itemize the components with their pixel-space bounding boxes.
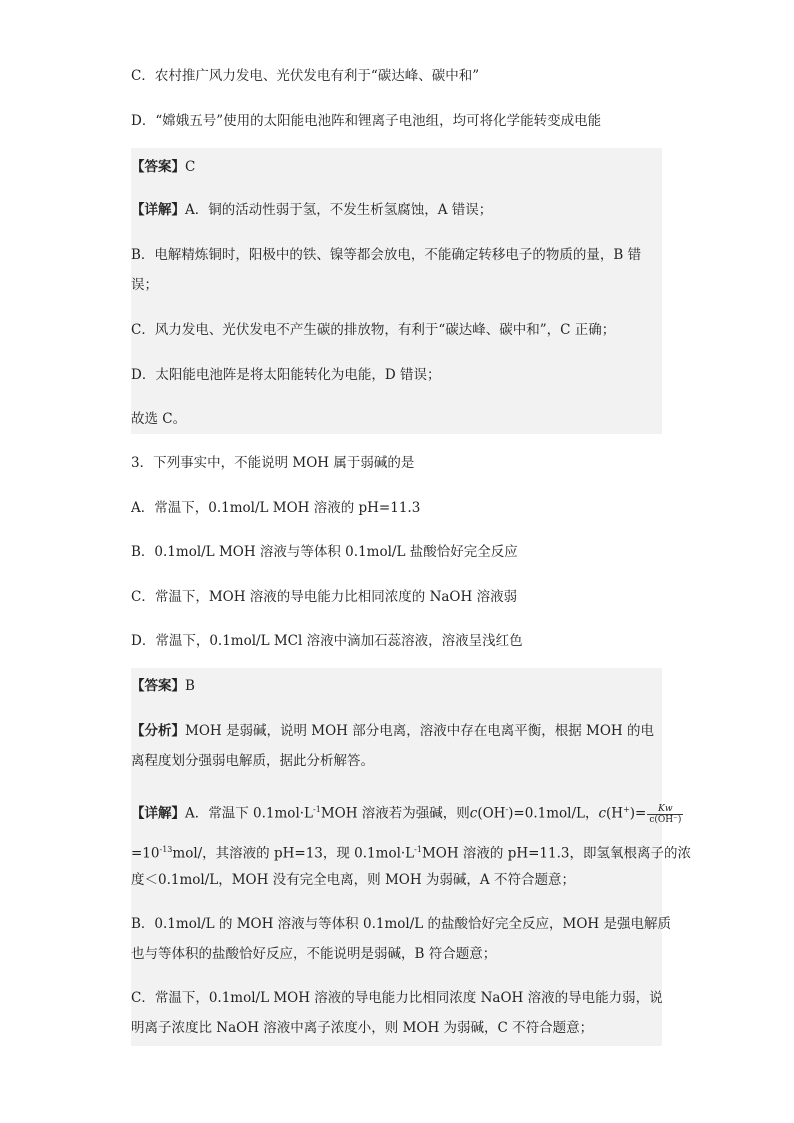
answer-value: C (185, 159, 196, 175)
detail-line-d: D．太阳能电池阵是将太阳能转化为电能，D 错误； (131, 367, 441, 383)
detail-line-c: C．风力发电、光伏发电不产生碳的排放物，有利于“碳达峰、碳中和”，C 正确； (131, 322, 616, 338)
option-d-line: D．“嫦娥五号”使用的太阳能电池阵和锂离子电池组，均可将化学能转变成电能 (131, 113, 602, 129)
detail-label: 【详解】 (131, 202, 185, 218)
answer-label: 【答案】 (131, 159, 185, 175)
question-3-option-a: A．常温下，0.1mol/L MOH 溶液的 pH=11.3 (131, 500, 421, 516)
conclusion-line: 故选 C。 (131, 411, 187, 427)
answer-line-2: 【答案】B (131, 678, 195, 694)
detail-line-b-cont: 误； (131, 277, 158, 293)
detail-2-line-6: C．常温下，0.1mol/L MOH 溶液的导电能力比相同浓度 NaOH 溶液的导电能力弱，说 (131, 990, 663, 1006)
answer-line-1 (131, 157, 662, 177)
detail-line-b: B．电解精炼铜时，阳极中的铁、镍等都会放电，不能确定转移电子的物质的量，B 错 (131, 247, 642, 263)
question-3-option-d: D．常温下，0.1mol/L MCl 溶液中滴加石蕊溶液，溶液呈浅红色 (131, 633, 523, 649)
question-3-option-b: B．0.1mol/L MOH 溶液与等体积 0.1mol/L 盐酸恰好完全反应 (131, 544, 518, 560)
detail-2-line-4: B．0.1mol/L 的 MOH 溶液与等体积 0.1mol/L 的盐酸恰好完全反应，MOH 是强电解质 (131, 916, 671, 932)
option-c-line: C．农村推广风力发电、光伏发电有利于“碳达峰、碳中和” (131, 68, 480, 84)
analysis-line-1: 【分析】MOH 是弱碱，说明 MOH 部分电离，溶液中存在电离平衡，根据 MOH 的电 (131, 723, 654, 739)
analysis-line-2: 离程度划分强弱电解质，据此分析解答。 (131, 753, 374, 769)
detail-2-line-5: 也与等体积的盐酸恰好反应，不能说明是弱碱，B 符合题意； (131, 946, 497, 962)
question-3-stem: 3．下列事实中，不能说明 MOH 属于弱碱的是 (131, 455, 415, 471)
detail-2-line-3: 度＜0.1mol/L，MOH 没有完全电离，则 MOH 为弱碱，A 不符合题意； (131, 872, 575, 888)
analysis-label: 【分析】 (131, 723, 185, 739)
detail-2-line-7: 明离子浓度比 NaOH 溶液中离子浓度小，则 MOH 为弱碱，C 不符合题意； (131, 1020, 594, 1036)
detail-2-line-2: $=10^{-13}mol/$，其溶液的 pH=13，现 $0.1mol\cdot L^{-1}MOH$ 溶液的 pH=11.3，即氢氧根离子的浓 (131, 845, 691, 862)
detail-line-1: 【详解】A．铜的活动性弱于氢，不发生析氢腐蚀，A 错误； (131, 202, 493, 218)
question-3-option-c: C．常温下，MOH 溶液的导电能力比相同浓度的 NaOH 溶液弱 (131, 589, 518, 605)
detail-2-line-1: 【详解】A．常温下 $0.1mol\cdot L^{-1}MOH$ 溶液若为强碱，则c(OH-)=0.1mol/L，c(H+)= $\frac{Kw}{c(OH^-)}$ (131, 803, 682, 825)
kw-fraction: $\frac{Kw}{c(OH^-)}$ (649, 803, 682, 825)
